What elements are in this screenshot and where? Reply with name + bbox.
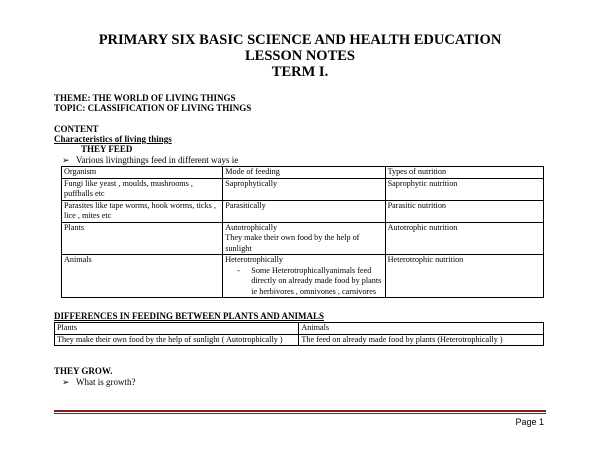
table-row: [55, 334, 544, 346]
table-row: [62, 178, 544, 200]
document-title-line-2: LESSON NOTES: [244, 48, 355, 64]
organism-cell: Plants: [62, 222, 223, 255]
mode-sub-text: Some Heterotrophicallyanimals feed directly on already made food by plants ie herbivores , omnivones , carnivores: [251, 265, 382, 296]
header-type: Types of nutrition: [385, 167, 543, 179]
page-number: Page 1: [515, 417, 544, 427]
organism-cell: Parasites like tape worms, hook worms, ticks , lice , mites etc: [62, 200, 223, 222]
header-animals: Animals: [299, 323, 544, 335]
they-grow-heading: THEY GROW.: [54, 366, 113, 376]
type-cell: Heterotrophic nutrition: [385, 255, 543, 298]
mode-text: Autotrophically: [225, 222, 278, 232]
arrow-bullet-icon: ➢: [62, 377, 70, 387]
table-row: [62, 222, 544, 255]
mode-cell: Saprophytically: [223, 178, 385, 200]
mode-cell: Parasitically: [223, 200, 385, 222]
they-feed-heading: THEY FEED: [81, 144, 133, 154]
plants-cell: They make their own food by the help of sunlight ( Autotrophically ): [55, 334, 299, 346]
mode-note: They make their own food by the help of sunlight: [225, 233, 360, 253]
mode-sub-point: [225, 266, 382, 298]
animals-cell: The feed on already made food by plants (Heterotrophically ): [299, 334, 544, 346]
type-cell: Saprophytic nutrition: [385, 178, 543, 200]
mode-cell: [223, 222, 385, 255]
mode-text: Heterotrophically: [225, 255, 284, 264]
type-cell: Autotrophic nutrition: [385, 222, 543, 255]
differences-table: [54, 322, 544, 346]
table-row: [62, 255, 544, 298]
arrow-bullet-icon: ➢: [62, 155, 70, 165]
table-row: [62, 200, 544, 222]
feeding-table: [61, 166, 544, 298]
document-title-line-3: TERM I.: [271, 64, 329, 80]
header-organism: Organism: [62, 167, 223, 179]
header-plants: Plants: [55, 323, 299, 335]
footer-rule-thin: [54, 413, 546, 414]
header-mode: Mode of feeding: [223, 167, 385, 179]
content-label: CONTENT: [54, 124, 99, 134]
mode-cell: [223, 255, 385, 298]
growth-question: What is growth?: [76, 377, 136, 387]
table-header-row: [62, 167, 544, 179]
differences-heading: DIFFERENCES IN FEEDING BETWEEN PLANTS AND ANIMALS: [54, 311, 325, 321]
footer-rule: [54, 410, 546, 412]
organism-cell: Animals: [62, 255, 223, 298]
table-header-row: [55, 323, 544, 335]
topic-line: TOPIC: CLASSIFICATION OF LIVING THINGS: [54, 103, 252, 113]
dash-bullet-icon: -: [237, 265, 240, 275]
characteristics-heading: Characteristics of living things: [54, 134, 172, 144]
type-cell: Parasitic nutrition: [385, 200, 543, 222]
document-title-line-1: PRIMARY SIX BASIC SCIENCE AND HEALTH EDUCATION: [98, 32, 502, 48]
organism-cell: Fungi like yeast , moulds, mushrooms , puffballs etc: [62, 178, 223, 200]
feed-intro-text: Various livingthings feed in different ways ie: [76, 155, 239, 165]
theme-line: THEME: THE WORLD OF LIVING THINGS: [54, 93, 236, 103]
